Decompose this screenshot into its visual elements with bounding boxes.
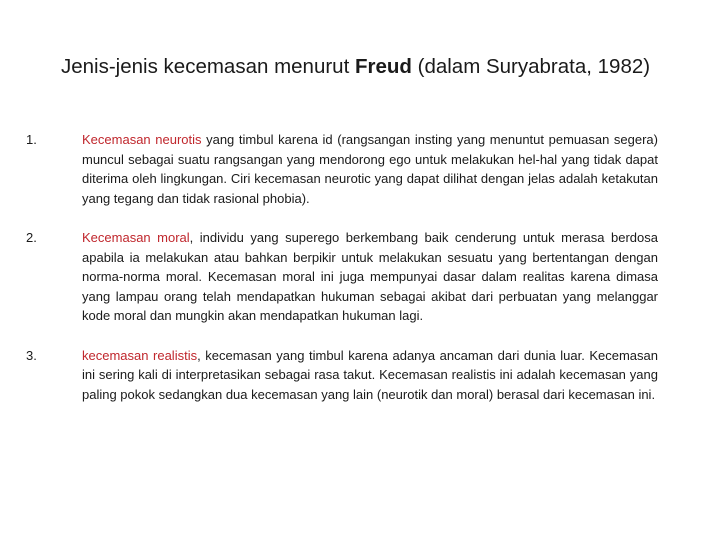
- list-item-term: Kecemasan neurotis: [82, 132, 202, 147]
- list-item: [26, 130, 658, 208]
- list-item-text: , kecemasan yang timbul karena adanya ancaman dari dunia luar. Kecemasan ini sering kali di interpretasikan sebagai rasa takut. Kecemasan realistis ini adalah kecemasan yang paling pokok sedangkan dua kecemasan yang lain (neurotik dan moral) berasal dari kecemasan ini.: [82, 347, 659, 402]
- slide-title: [61, 52, 658, 82]
- list-item-text: yang timbul karena id (rangsangan insting yang menuntut pemuasan segera) muncul sebagai suatu rangsangan yang mendorong ego untuk melakukan hel-hal yang tidak dapat diterima oleh lingkungan. Ciri kecemasan neurotic yang dapat dilihat dengan jelas adalah ketakutan yang tegang dan tidak rasional phobia).: [82, 132, 658, 206]
- list-item: [26, 228, 658, 326]
- list-item-number: 1.: [26, 132, 37, 147]
- list-item-body: [82, 130, 658, 208]
- list-item-body: [82, 228, 658, 326]
- title-suffix: (dalam Suryabrata, 1982): [411, 55, 651, 78]
- list-item-term: kecemasan realistis: [82, 347, 198, 363]
- list-item-body: [82, 346, 658, 405]
- list-item-number: 3.: [26, 347, 37, 363]
- title-prefix: Jenis-jenis kecemasan menurut: [61, 55, 355, 78]
- list-item-number: 2.: [26, 230, 37, 245]
- list-item: [26, 346, 658, 405]
- list-item-text: , individu yang superego berkembang baik cenderung untuk merasa berdosa apabila ia melakukan atau bahkan berpikir untuk melakukan sesuatu yang bertentangan dengan norma-norma moral. Kecemasan moral ini juga mempunyai dasar dalam realitas karena dimasa yang lampau orang telah mendapatkan hukuman sebagai akibat dari perbuatan yang melanggar kode moral dan mungkin akan mendapatkan hukuman lagi.: [82, 230, 658, 323]
- list-item-term: Kecemasan moral: [82, 230, 190, 245]
- title-bold-name: Freud: [354, 55, 412, 78]
- anxiety-types-list: [26, 130, 658, 404]
